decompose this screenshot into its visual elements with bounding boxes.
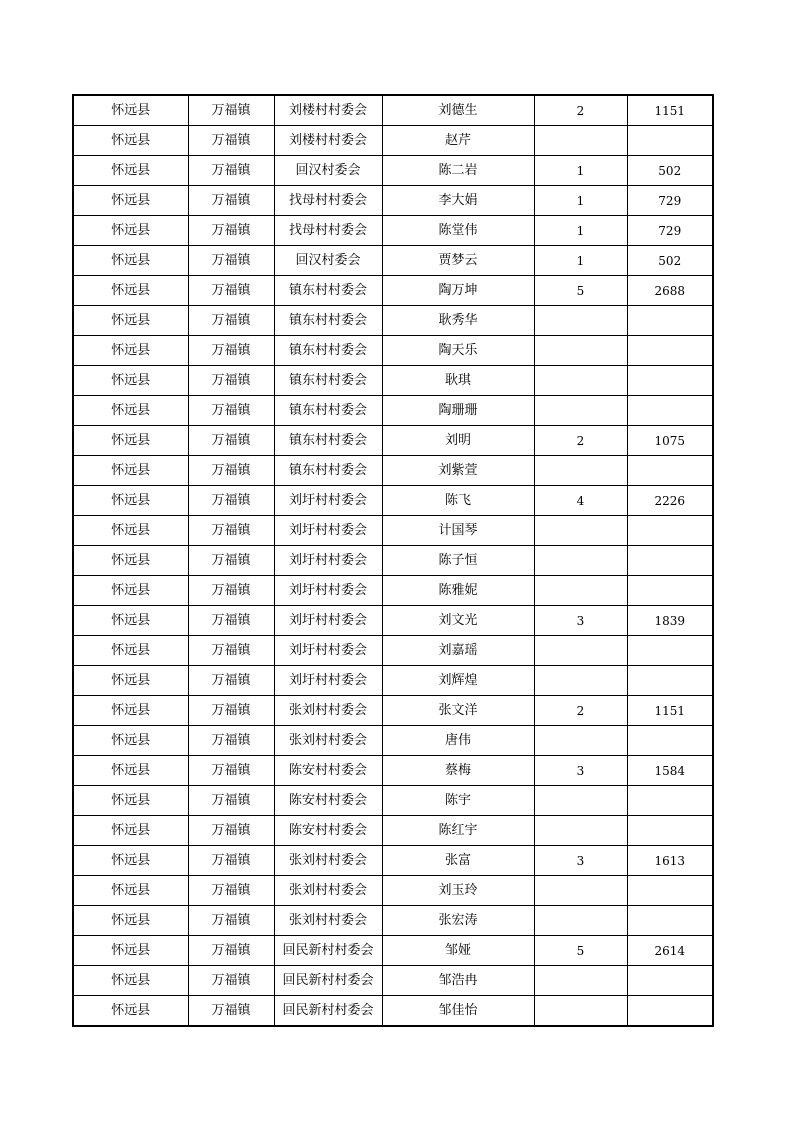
town-cell: 万福镇 bbox=[188, 966, 274, 996]
table-row bbox=[73, 726, 713, 756]
county-cell: 怀远县 bbox=[73, 606, 188, 636]
village-committee-cell: 镇东村村委会 bbox=[274, 276, 382, 306]
household-size-cell bbox=[534, 126, 627, 156]
amount-cell: 1584 bbox=[627, 756, 713, 786]
town-cell: 万福镇 bbox=[188, 336, 274, 366]
county-cell: 怀远县 bbox=[73, 366, 188, 396]
amount-cell: 2226 bbox=[627, 486, 713, 516]
town-cell: 万福镇 bbox=[188, 636, 274, 666]
county-cell: 怀远县 bbox=[73, 876, 188, 906]
town-cell: 万福镇 bbox=[188, 486, 274, 516]
town-cell: 万福镇 bbox=[188, 426, 274, 456]
table-row bbox=[73, 576, 713, 606]
county-cell: 怀远县 bbox=[73, 846, 188, 876]
resident-name-cell: 陈雅妮 bbox=[382, 576, 534, 606]
amount-cell bbox=[627, 366, 713, 396]
town-cell: 万福镇 bbox=[188, 846, 274, 876]
county-cell: 怀远县 bbox=[73, 546, 188, 576]
amount-cell bbox=[627, 996, 713, 1027]
village-committee-cell: 回汉村委会 bbox=[274, 156, 382, 186]
village-committee-cell: 镇东村村委会 bbox=[274, 336, 382, 366]
household-size-cell: 3 bbox=[534, 606, 627, 636]
village-committee-cell: 回民新村村委会 bbox=[274, 996, 382, 1027]
resident-name-cell: 陈二岩 bbox=[382, 156, 534, 186]
table-row bbox=[73, 366, 713, 396]
resident-name-cell: 陈红宇 bbox=[382, 816, 534, 846]
resident-name-cell: 陈子恒 bbox=[382, 546, 534, 576]
town-cell: 万福镇 bbox=[188, 786, 274, 816]
village-committee-cell: 刘圩村村委会 bbox=[274, 636, 382, 666]
village-committee-cell: 镇东村村委会 bbox=[274, 456, 382, 486]
household-size-cell: 1 bbox=[534, 156, 627, 186]
amount-cell bbox=[627, 306, 713, 336]
county-cell: 怀远县 bbox=[73, 576, 188, 606]
amount-cell bbox=[627, 876, 713, 906]
county-cell: 怀远县 bbox=[73, 95, 188, 126]
household-size-cell bbox=[534, 546, 627, 576]
village-committee-cell: 刘圩村村委会 bbox=[274, 576, 382, 606]
table-row bbox=[73, 546, 713, 576]
resident-name-cell: 唐伟 bbox=[382, 726, 534, 756]
amount-cell bbox=[627, 786, 713, 816]
amount-cell bbox=[627, 906, 713, 936]
village-committee-cell: 张刘村村委会 bbox=[274, 726, 382, 756]
household-size-cell: 5 bbox=[534, 936, 627, 966]
table-row bbox=[73, 696, 713, 726]
amount-cell bbox=[627, 456, 713, 486]
town-cell: 万福镇 bbox=[188, 306, 274, 336]
town-cell: 万福镇 bbox=[188, 666, 274, 696]
table-row bbox=[73, 516, 713, 546]
village-committee-cell: 陈安村村委会 bbox=[274, 816, 382, 846]
table-row bbox=[73, 936, 713, 966]
resident-name-cell: 耿琪 bbox=[382, 366, 534, 396]
household-size-cell bbox=[534, 516, 627, 546]
resident-name-cell: 张文洋 bbox=[382, 696, 534, 726]
household-size-cell: 4 bbox=[534, 486, 627, 516]
town-cell: 万福镇 bbox=[188, 576, 274, 606]
town-cell: 万福镇 bbox=[188, 696, 274, 726]
amount-cell bbox=[627, 126, 713, 156]
village-committee-cell: 镇东村村委会 bbox=[274, 366, 382, 396]
household-size-cell bbox=[534, 966, 627, 996]
resident-name-cell: 陶天乐 bbox=[382, 336, 534, 366]
table-row bbox=[73, 126, 713, 156]
village-committee-cell: 回民新村村委会 bbox=[274, 966, 382, 996]
town-cell: 万福镇 bbox=[188, 936, 274, 966]
amount-cell: 2614 bbox=[627, 936, 713, 966]
household-size-cell: 3 bbox=[534, 756, 627, 786]
resident-name-cell: 陶珊珊 bbox=[382, 396, 534, 426]
amount-cell bbox=[627, 516, 713, 546]
table-row bbox=[73, 156, 713, 186]
household-size-cell bbox=[534, 636, 627, 666]
household-size-cell bbox=[534, 366, 627, 396]
amount-cell bbox=[627, 336, 713, 366]
county-cell: 怀远县 bbox=[73, 966, 188, 996]
amount-cell bbox=[627, 726, 713, 756]
household-roster-table bbox=[72, 94, 714, 1027]
resident-name-cell: 蔡梅 bbox=[382, 756, 534, 786]
town-cell: 万福镇 bbox=[188, 156, 274, 186]
table-row bbox=[73, 456, 713, 486]
county-cell: 怀远县 bbox=[73, 186, 188, 216]
table-row bbox=[73, 95, 713, 126]
resident-name-cell: 陈宇 bbox=[382, 786, 534, 816]
resident-name-cell: 刘德生 bbox=[382, 95, 534, 126]
village-committee-cell: 张刘村村委会 bbox=[274, 906, 382, 936]
household-size-cell: 5 bbox=[534, 276, 627, 306]
county-cell: 怀远县 bbox=[73, 126, 188, 156]
town-cell: 万福镇 bbox=[188, 95, 274, 126]
village-committee-cell: 刘圩村村委会 bbox=[274, 666, 382, 696]
resident-name-cell: 陈飞 bbox=[382, 486, 534, 516]
household-size-cell bbox=[534, 306, 627, 336]
amount-cell bbox=[627, 666, 713, 696]
household-size-cell: 1 bbox=[534, 216, 627, 246]
county-cell: 怀远县 bbox=[73, 216, 188, 246]
county-cell: 怀远县 bbox=[73, 516, 188, 546]
resident-name-cell: 李大娟 bbox=[382, 186, 534, 216]
resident-name-cell: 张富 bbox=[382, 846, 534, 876]
table-row bbox=[73, 486, 713, 516]
town-cell: 万福镇 bbox=[188, 816, 274, 846]
resident-name-cell: 陶万坤 bbox=[382, 276, 534, 306]
table-row bbox=[73, 306, 713, 336]
amount-cell: 502 bbox=[627, 156, 713, 186]
amount-cell: 1613 bbox=[627, 846, 713, 876]
resident-name-cell: 张宏涛 bbox=[382, 906, 534, 936]
county-cell: 怀远县 bbox=[73, 726, 188, 756]
county-cell: 怀远县 bbox=[73, 456, 188, 486]
amount-cell: 2688 bbox=[627, 276, 713, 306]
resident-name-cell: 邹佳怡 bbox=[382, 996, 534, 1027]
table-row bbox=[73, 816, 713, 846]
table-row bbox=[73, 966, 713, 996]
county-cell: 怀远县 bbox=[73, 156, 188, 186]
resident-name-cell: 刘明 bbox=[382, 426, 534, 456]
town-cell: 万福镇 bbox=[188, 246, 274, 276]
town-cell: 万福镇 bbox=[188, 126, 274, 156]
county-cell: 怀远县 bbox=[73, 636, 188, 666]
amount-cell bbox=[627, 546, 713, 576]
amount-cell: 1151 bbox=[627, 95, 713, 126]
village-committee-cell: 镇东村村委会 bbox=[274, 426, 382, 456]
table-row bbox=[73, 246, 713, 276]
county-cell: 怀远县 bbox=[73, 246, 188, 276]
household-size-cell bbox=[534, 876, 627, 906]
town-cell: 万福镇 bbox=[188, 996, 274, 1027]
county-cell: 怀远县 bbox=[73, 276, 188, 306]
table-row bbox=[73, 276, 713, 306]
town-cell: 万福镇 bbox=[188, 216, 274, 246]
table-row bbox=[73, 996, 713, 1027]
household-size-cell: 2 bbox=[534, 426, 627, 456]
county-cell: 怀远县 bbox=[73, 426, 188, 456]
village-committee-cell: 找母村村委会 bbox=[274, 216, 382, 246]
amount-cell: 1075 bbox=[627, 426, 713, 456]
amount-cell: 1151 bbox=[627, 696, 713, 726]
table-row bbox=[73, 846, 713, 876]
resident-name-cell: 邹娅 bbox=[382, 936, 534, 966]
town-cell: 万福镇 bbox=[188, 366, 274, 396]
resident-name-cell: 陈堂伟 bbox=[382, 216, 534, 246]
town-cell: 万福镇 bbox=[188, 186, 274, 216]
amount-cell bbox=[627, 966, 713, 996]
town-cell: 万福镇 bbox=[188, 396, 274, 426]
village-committee-cell: 刘楼村村委会 bbox=[274, 126, 382, 156]
table-row bbox=[73, 786, 713, 816]
table-row bbox=[73, 216, 713, 246]
table-row bbox=[73, 606, 713, 636]
table-row bbox=[73, 666, 713, 696]
household-size-cell: 2 bbox=[534, 696, 627, 726]
town-cell: 万福镇 bbox=[188, 456, 274, 486]
household-size-cell bbox=[534, 816, 627, 846]
household-size-cell bbox=[534, 396, 627, 426]
village-committee-cell: 镇东村村委会 bbox=[274, 396, 382, 426]
resident-name-cell: 赵芹 bbox=[382, 126, 534, 156]
table-row bbox=[73, 636, 713, 666]
resident-name-cell: 刘嘉瑶 bbox=[382, 636, 534, 666]
table-row bbox=[73, 876, 713, 906]
table-row bbox=[73, 396, 713, 426]
household-size-cell bbox=[534, 576, 627, 606]
county-cell: 怀远县 bbox=[73, 906, 188, 936]
household-size-cell: 1 bbox=[534, 246, 627, 276]
resident-name-cell: 邹浩冉 bbox=[382, 966, 534, 996]
amount-cell: 729 bbox=[627, 216, 713, 246]
table-row bbox=[73, 426, 713, 456]
resident-name-cell: 刘文光 bbox=[382, 606, 534, 636]
table-row bbox=[73, 756, 713, 786]
town-cell: 万福镇 bbox=[188, 546, 274, 576]
town-cell: 万福镇 bbox=[188, 756, 274, 786]
village-committee-cell: 刘圩村村委会 bbox=[274, 486, 382, 516]
household-size-cell bbox=[534, 666, 627, 696]
amount-cell: 729 bbox=[627, 186, 713, 216]
household-size-cell bbox=[534, 786, 627, 816]
county-cell: 怀远县 bbox=[73, 786, 188, 816]
town-cell: 万福镇 bbox=[188, 606, 274, 636]
village-committee-cell: 陈安村村委会 bbox=[274, 756, 382, 786]
village-committee-cell: 刘圩村村委会 bbox=[274, 546, 382, 576]
amount-cell: 1839 bbox=[627, 606, 713, 636]
household-size-cell bbox=[534, 996, 627, 1027]
county-cell: 怀远县 bbox=[73, 936, 188, 966]
town-cell: 万福镇 bbox=[188, 906, 274, 936]
household-size-cell bbox=[534, 906, 627, 936]
village-committee-cell: 刘楼村村委会 bbox=[274, 95, 382, 126]
table-row bbox=[73, 186, 713, 216]
county-cell: 怀远县 bbox=[73, 756, 188, 786]
household-size-cell: 1 bbox=[534, 186, 627, 216]
village-committee-cell: 刘圩村村委会 bbox=[274, 516, 382, 546]
household-size-cell bbox=[534, 726, 627, 756]
county-cell: 怀远县 bbox=[73, 666, 188, 696]
resident-name-cell: 刘紫萱 bbox=[382, 456, 534, 486]
town-cell: 万福镇 bbox=[188, 516, 274, 546]
county-cell: 怀远县 bbox=[73, 336, 188, 366]
village-committee-cell: 刘圩村村委会 bbox=[274, 606, 382, 636]
county-cell: 怀远县 bbox=[73, 996, 188, 1027]
town-cell: 万福镇 bbox=[188, 876, 274, 906]
resident-name-cell: 贾梦云 bbox=[382, 246, 534, 276]
roster-body bbox=[73, 95, 713, 1026]
table-row bbox=[73, 906, 713, 936]
household-size-cell bbox=[534, 336, 627, 366]
village-committee-cell: 找母村村委会 bbox=[274, 186, 382, 216]
amount-cell bbox=[627, 636, 713, 666]
village-committee-cell: 回汉村委会 bbox=[274, 246, 382, 276]
county-cell: 怀远县 bbox=[73, 306, 188, 336]
village-committee-cell: 回民新村村委会 bbox=[274, 936, 382, 966]
town-cell: 万福镇 bbox=[188, 726, 274, 756]
household-size-cell: 2 bbox=[534, 95, 627, 126]
county-cell: 怀远县 bbox=[73, 486, 188, 516]
amount-cell bbox=[627, 576, 713, 606]
amount-cell: 502 bbox=[627, 246, 713, 276]
village-committee-cell: 张刘村村委会 bbox=[274, 696, 382, 726]
town-cell: 万福镇 bbox=[188, 276, 274, 306]
village-committee-cell: 镇东村村委会 bbox=[274, 306, 382, 336]
amount-cell bbox=[627, 396, 713, 426]
resident-name-cell: 耿秀华 bbox=[382, 306, 534, 336]
amount-cell bbox=[627, 816, 713, 846]
village-committee-cell: 张刘村村委会 bbox=[274, 876, 382, 906]
county-cell: 怀远县 bbox=[73, 816, 188, 846]
resident-name-cell: 计国琴 bbox=[382, 516, 534, 546]
county-cell: 怀远县 bbox=[73, 396, 188, 426]
village-committee-cell: 陈安村村委会 bbox=[274, 786, 382, 816]
household-size-cell bbox=[534, 456, 627, 486]
county-cell: 怀远县 bbox=[73, 696, 188, 726]
table-row bbox=[73, 336, 713, 366]
resident-name-cell: 刘玉玲 bbox=[382, 876, 534, 906]
household-size-cell: 3 bbox=[534, 846, 627, 876]
resident-name-cell: 刘辉煌 bbox=[382, 666, 534, 696]
village-committee-cell: 张刘村村委会 bbox=[274, 846, 382, 876]
